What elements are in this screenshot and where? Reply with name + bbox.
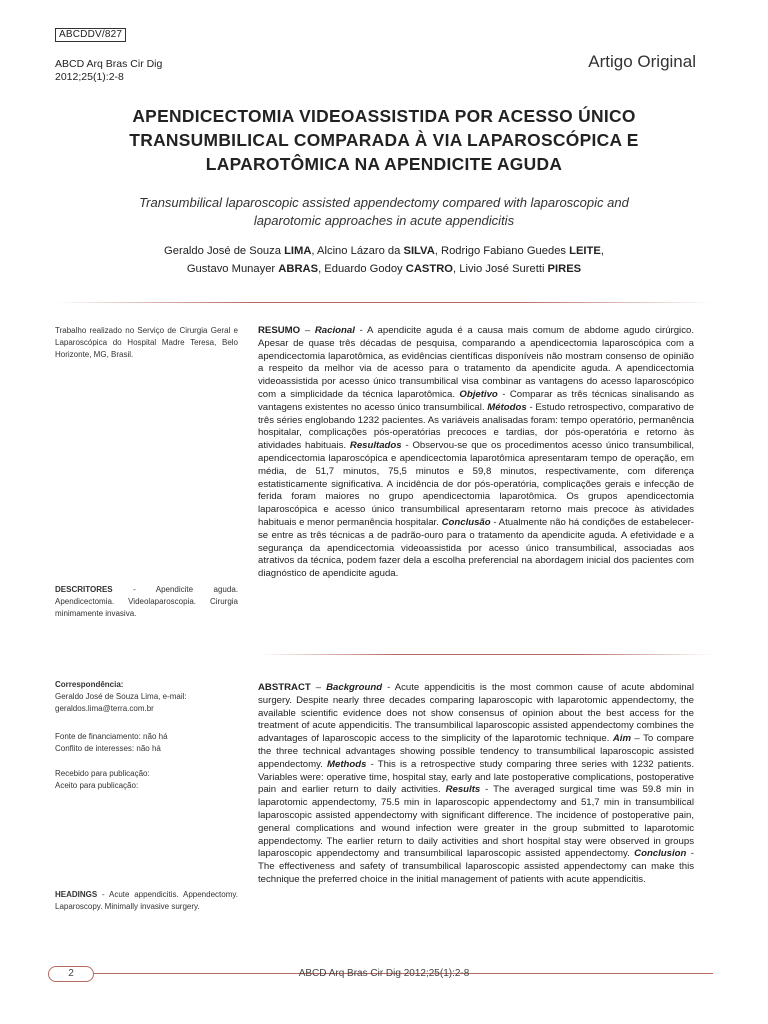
journal-volume: 2012;25(1):2-8	[55, 71, 124, 83]
abstract-conclusion: - The effectiveness and safety of transumbilical laparoscopic assisted appendectomy can make this technique the preferred choice in the initial management of patients with acute appendicitis.	[258, 848, 694, 885]
correspondence	[55, 679, 238, 715]
journal-info	[55, 58, 162, 84]
abstract-results: - The averaged surgical time was 59.8 min in laparotomic appendectomy, 75.5 min in laparoscopic appendectomy and 51,7 min in transumbilical laparoscopic assisted appendectomy with significant difference. The incidence of postoperative pain, general complications and wound infection were greater in the group submitted to laparotomic appendectomy. The earlier return to daily activities and short hospital stay were observed in groups laparoscopic appendectomy and transumbilical laparoscopic assisted appendectomy.	[258, 784, 694, 860]
subtitle-line-2: laparotomic approaches in acute appendicitis	[253, 213, 515, 228]
abstract-label: ABSTRACT	[258, 682, 311, 693]
resumo-racional: - A apendicite aguda é a causa mais comum de abdome agudo cirúrgico. Apesar de quase três décadas de pesquisa, comparando a apendicectomia laparoscópica com a apendicectomia laparotômica, as evidências científicas disponíveis não mostram consenso de opinião a respeito da melhor via de acesso para o tratamento da apendicite aguda. A apendicectomia videoassistida por acesso único transumbilical visa combinar as vantagens do acesso laparoscópico com a simplicidade da técnica laparotômica.	[258, 325, 694, 400]
author-2: Alcino Lázaro da SILVA	[317, 245, 435, 257]
divider-middle	[260, 654, 713, 655]
author-1: Geraldo José de Souza LIMA	[164, 245, 312, 257]
resumo-resultados: - Observou-se que os procedimentos acesso único transumbilical, apendicectomia laparoscópica e apendicectomia laparotômica apresentaram tempo de operação, em média, de 51,7 minutos, 75,5 minutos e 59,8 minutos, respectivamente, com diferença estatisticamente significativa. A incidência de dor pós-operatória, complicações gerais e infecção de ferida foram maiores no grupo apendicectomia laparotômica. Os grupos apendicectomia laparoscópica e acesso único transumbilical apresentaram retorno mais precoce às atividades habituais e menor permanência hospitalar.	[258, 440, 694, 528]
english-title	[60, 194, 708, 230]
kw-objetivo: Objetivo	[459, 388, 498, 400]
conflict-text: Conflito de interesses: não há	[55, 744, 161, 753]
resumo-metodos: - Estudo retrospectivo, comparativo de três séries englobando 1232 pacientes. As variáveis analisadas foram: tempo operatório, permanência hospitalar, complicações pós-operatórias precoces e tardias, dor pós-operatória e retorno às atividades habituais.	[258, 401, 694, 452]
correspondence-label: Correspondência:	[55, 680, 124, 689]
article-code: ABCDDV/827	[55, 28, 126, 42]
resumo-block: RESUMO – Racional - A apendicite aguda é a causa mais comum de abdome agudo cirúrgico. Apesar de quase três décadas de pesquisa, comparando a apendicectomia laparoscópica com a apendicectomia laparotômica, as evidências científicas disponíveis não mostram consenso de opinião a respeito da melhor via de acesso para o tratamento da apendicite aguda. A apendicectomia videoassistida por acesso único transumbilical visa combinar as vantagens do acesso laparoscópico com a simplicidade da técnica laparotômica. Objetivo - Comparar as três técnicas sinalisando as vantagens existentes no acesso único transumbilical. Métodos - Estudo retrospectivo, comparativo de três séries englobando 1232 pacientes. As variáveis analisadas foram: tempo operatório, permanência hospitalar, complicações pós-operatórias precoces e tardias, dor pós-operatória e retorno às atividades habituais. Resultados - Observou-se que os procedimentos acesso único transumbilical, apendicectomia laparoscópica e apendicectomia laparotômica apresentaram tempo de operação, em média, de 51,7 minutos, 75,5 minutos e 59,8 minutos, respectivamente, com diferença estatisticamente significativa. A incidência de dor pós-operatória, complicações gerais e infecção de ferida foram maiores no grupo apendicectomia laparotômica. Os grupos apendicectomia laparoscópica e acesso único transumbilical apresentaram retorno mais precoce às atividades habituais e menor permanência hospitalar. Conclusão - Atualmente não há condições de estabelecer-se entre as três técnicas a de padrão-ouro para o tratamento da apendicite aguda. A efetividade e a segurança da apendicectomia videoassistida por acesso único transumbilical, associadas aos atrativos da técnica, podem fazer dela a escolha preferencial na abordagem inicial dos pacientes com diagnóstico de apendicite aguda.	[258, 325, 694, 580]
descritores	[55, 584, 238, 620]
correspondence-text: Geraldo José de Souza Lima, e-mail: geraldos.lima@terra.com.br	[55, 692, 187, 713]
divider-top	[55, 302, 713, 303]
kw-results: Results	[445, 784, 481, 796]
headings-label: HEADINGS	[55, 890, 98, 899]
accepted-text: Aceito para publicação:	[55, 781, 139, 790]
resumo-objetivo: - Comparar as três técnicas sinalisando as vantagens existentes no acesso único transumbilical.	[258, 388, 694, 413]
resumo-conclusao: - Atualmente não há condições de estabelecer-se entre as três técnicas a de padrão-ouro para o tratamento da apendicite aguda. A efetividade e a segurança da apendicectomia videoassistida por acesso único transumbilical, associadas aos atrativos da técnica, podem fazer dela a escolha preferencial na abordagem inicial dos pacientes com diagnóstico de apendicite aguda.	[258, 516, 694, 580]
kw-racional: Racional	[314, 325, 355, 336]
kw-methods: Methods	[327, 758, 367, 770]
publication-dates	[55, 768, 238, 792]
kw-background: Background	[326, 682, 383, 693]
headings-text: - Acute appendicitis. Appendectomy. Laparoscopy. Minimally invasive surgery.	[55, 890, 238, 911]
headings	[55, 889, 238, 913]
funding-text: Fonte de financiamento: não há	[55, 732, 168, 741]
author-6: Livio José Suretti PIRES	[459, 263, 582, 275]
resumo-label: RESUMO	[258, 325, 301, 336]
page-number: 2	[48, 966, 94, 982]
institution-note: Trabalho realizado no Serviço de Cirurgia Geral e Laparoscópica do Hospital Madre Teresa, Belo Horizonte, MG, Brasil.	[55, 326, 238, 359]
descritores-label: DESCRITORES	[55, 585, 113, 594]
title-line-3: LAPAROTÔMICA NA APENDICITE AGUDA	[205, 154, 563, 174]
abstract-aim: – To compare the three technical advantages showing possible tendency to transumbilical laparoscopic assisted appendectomy.	[258, 733, 694, 770]
title-line-2: TRANSUMBILICAL COMPARADA À VIA LAPAROSCÓPICA E	[129, 130, 639, 150]
kw-aim: Aim	[612, 733, 631, 745]
section-label: Artigo Original	[588, 52, 696, 71]
footer-citation: ABCD Arq Bras Cir Dig 2012;25(1):2-8	[298, 968, 470, 979]
abstract-background: - Acute appendicitis is the most common cause of acute abdominal surgery. Despite nearly three decades comparing laparoscopic with laparotomic appendectomy, the available scientific evidence does not show consensus of opinion about the best access for the treatment of acute appendicitis. The transumbilical laparoscopic assisted appendectomy combines the advantages of laparoscopic access to the simplicity of the laparotomic technique.	[258, 682, 694, 745]
kw-conclusion: Conclusion	[634, 848, 687, 860]
descritores-text: - Apendicite aguda. Apendicectomia. Videolaparoscopia. Cirurgia minimamente invasiva.	[55, 585, 238, 618]
journal-name: ABCD Arq Bras Cir Dig	[55, 58, 163, 70]
author-5: Eduardo Godoy CASTRO	[324, 263, 454, 275]
received-text: Recebido para publicação:	[55, 769, 150, 778]
kw-metodos: Métodos	[487, 401, 527, 413]
abstract-methods: - This is a retrospective study comparing three series with 1232 patients. Variables were: operative time, hospital stay, early and late postoperative complications, postoperative pain and earlier return to daily activities.	[258, 758, 695, 796]
author-4: Gustavo Munayer ABRAS	[186, 263, 319, 275]
subtitle-line-1: Transumbilical laparoscopic assisted appendectomy compared with laparoscopic and	[139, 195, 629, 210]
kw-resultados: Resultados	[349, 440, 402, 452]
author-list: Geraldo José de Souza LIMA, Alcino Lázaro da SILVA, Rodrigo Fabiano Guedes LEITE, Gustavo Munayer ABRAS, Eduardo Godoy CASTRO, Livio José Suretti PIRES	[164, 245, 604, 275]
abstract-block: ABSTRACT – Background - Acute appendicitis is the most common cause of acute abdominal surgery. Despite nearly three decades comparing laparoscopic with laparotomic appendectomy, the available scientific evidence does not show consensus of opinion about the best access for the treatment of acute appendicitis. The transumbilical laparoscopic assisted appendectomy combines the advantages of laparoscopic access to the simplicity of the laparotomic technique. Aim – To compare the three technical advantages showing possible tendency to transumbilical laparoscopic assisted appendectomy. Methods - This is a retrospective study comparing three series with 1232 patients. Variables were: operative time, hospital stay, early and late postoperative complications, postoperative pain and earlier return to daily activities. Results - The averaged surgical time was 59.8 min in laparotomic appendectomy, 75.5 min in laparoscopic appendectomy and 51,7 min in transumbilical laparoscopic assisted appendectomy with significant difference. The incidence of postoperative pain, general complications and wound infection were greater in the group submitted to laparotomic appendectomy. The earlier return to daily activities and short hospital stay were observed in groups laparoscopic appendectomy and transumbilical laparoscopic assisted appendectomy. Conclusion - The effectiveness and safety of transumbilical laparoscopic assisted appendectomy can make this technique the preferred choice in the initial management of patients with acute appendicitis.	[258, 682, 695, 885]
funding-info	[55, 731, 238, 755]
article-title	[40, 104, 728, 176]
kw-conclusao: Conclusão	[441, 516, 491, 528]
author-3: Rodrigo Fabiano Guedes LEITE	[441, 245, 601, 257]
title-line-1: APENDICECTOMIA VIDEOASSISTIDA POR ACESSO ÚNICO	[132, 106, 636, 126]
